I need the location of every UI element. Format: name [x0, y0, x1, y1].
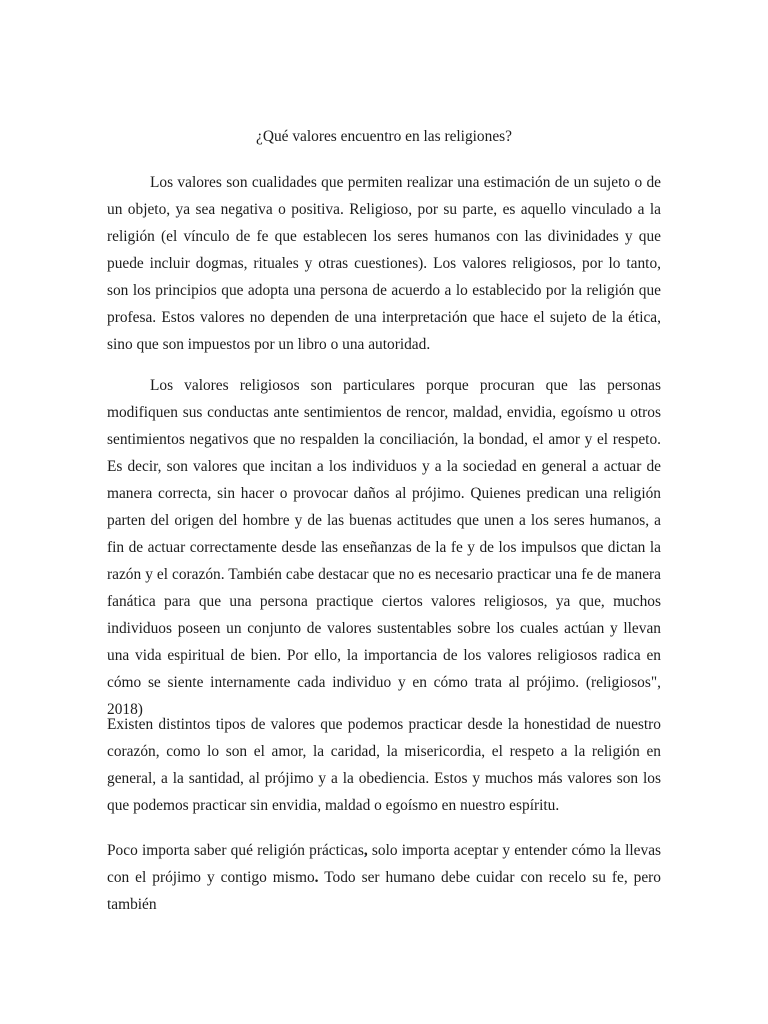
paragraph-3: Existen distintos tipos de valores que podemos practicar desde la honestidad de nuestro corazón, como lo son el amor, la caridad, la misericordia, el respeto a la religión en general, a la santidad, al prójimo y a la obediencia. Estos y muchos más valores son los que podemos practicar sin envidia, maldad o egoísmo en nuestro espíritu.: [107, 716, 661, 814]
document-title: ¿Qué valores encuentro en las religiones?: [256, 128, 512, 145]
paragraph-1: Los valores son cualidades que permiten realizar una estimación de un sujeto o de un objeto, ya sea negativa o positiva. Religioso, por su parte, es aquello vinculado a la religión (el vínculo de fe que establecen los seres humanos con las divinidades y que puede incluir dogmas, rituales y otras cuestiones). Los valores religiosos, por lo tanto, son los principios que adopta una persona de acuerdo a lo establecido por la religión que profesa. Estos valores no dependen de una interpretación que hace el sujeto de la ética, sino que son impuestos por un libro o una autoridad.: [107, 174, 661, 353]
paragraph-4-text-a: Poco importa saber qué religión prácticas: [107, 842, 364, 859]
paragraph-2: Los valores religiosos son particulares porque procuran que las personas modifiquen sus conductas ante sentimientos de rencor, maldad, envidia, egoísmo u otros sentimientos negativos que no respalden la conciliación, la bondad, el amor y el respeto. Es decir, son valores que incitan a los individuos y a la sociedad en general a actuar de manera correcta, sin hacer o provocar daños al prójimo. Quienes predican una religión parten del origen del hombre y de las buenas actitudes que unen a los seres humanos, a fin de actuar correctamente desde las enseñanzas de la fe y de los impulsos que dictan la razón y el corazón. También cabe destacar que no es necesario practicar una fe de manera fanática para que una persona practique ciertos valores religiosos, ya que, muchos individuos poseen un conjunto de valores sustentables sobre los cuales actúan y llevan una vida espiritual de bien. Por ello, la importancia de los valores religiosos radica en cómo se siente internamente cada individuo y en cómo trata al prójimo. (religiosos", 2018): [107, 377, 661, 718]
paragraph-4-bold-comma: ,: [363, 842, 368, 859]
paragraph-4: [107, 837, 661, 918]
paragraph-4-bold-period: .: [314, 869, 319, 886]
paragraph-4-text-b: solo importa aceptar y entender cómo la llevas con el prójimo y contigo mismo: [107, 842, 662, 886]
paragraph-4-text-c: Todo ser humano debe cuidar con recelo su fe, pero también: [107, 869, 661, 913]
